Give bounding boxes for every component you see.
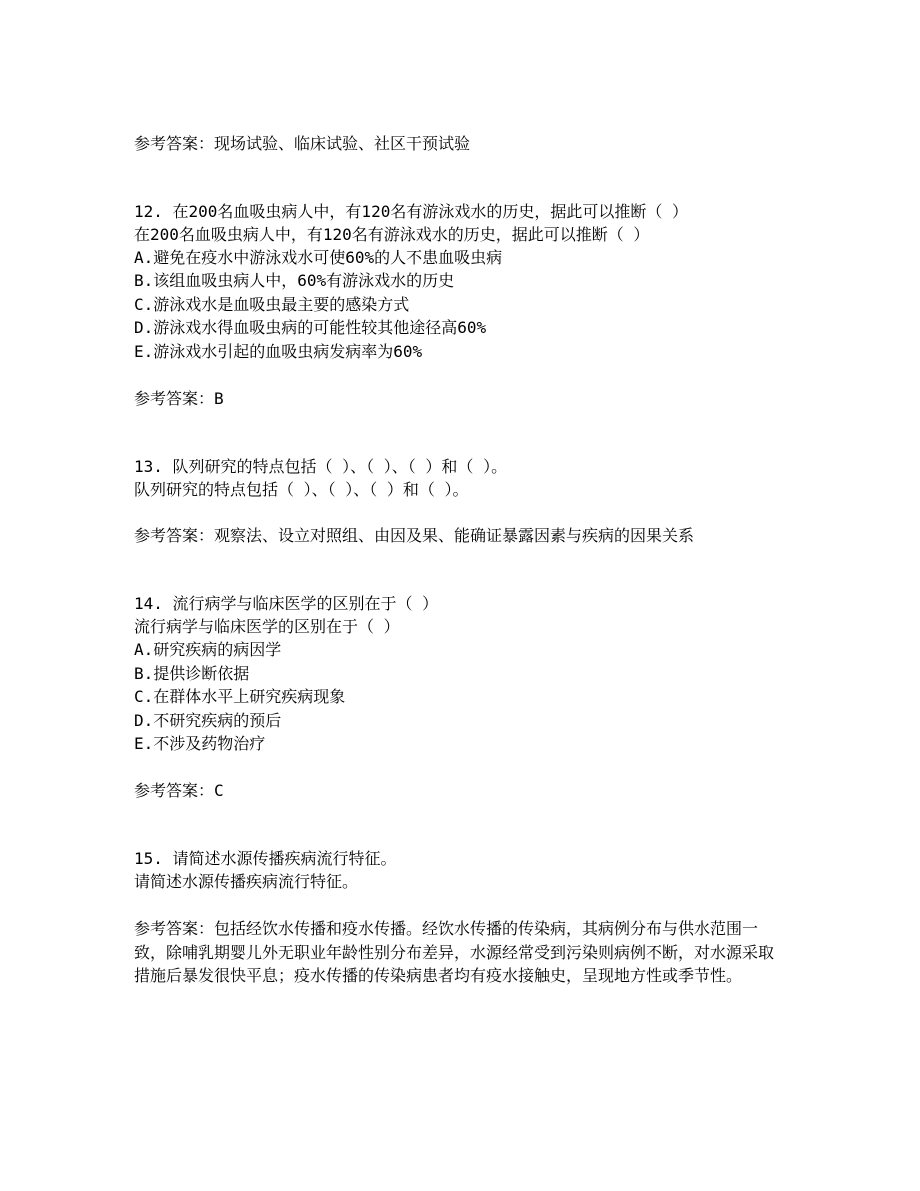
question-15-title: 15. 请简述水源传播疾病流行特征。 bbox=[134, 849, 397, 868]
question-14-stem: 流行病学与临床医学的区别在于（ ） bbox=[134, 617, 400, 636]
answer-15: 参考答案：包括经饮水传播和疫水传播。经饮水传播的传染病，其病例分布与供水范围一致，除哺乳期婴儿外无职业年龄性别分布差异，水源经常受到污染则病例不断，对水源采取措施后暴发很快平息；疫水传播的传染病患者均有疫水接触史，呈现地方性或季节性。 bbox=[134, 919, 775, 985]
answer-11: 参考答案：现场试验、临床试验、社区干预试验 bbox=[134, 134, 471, 153]
question-12-option-a: A.避免在疫水中游泳戏水可使60%的人不患血吸虫病 bbox=[134, 248, 503, 267]
question-14-option-a: A.研究疾病的病因学 bbox=[134, 640, 282, 659]
answer-12: 参考答案：B bbox=[134, 389, 224, 408]
question-14-option-b: B.提供诊断依据 bbox=[134, 664, 250, 683]
question-14-option-c: C.在群体水平上研究疾病现象 bbox=[134, 687, 346, 706]
question-14-option-e: E.不涉及药物治疗 bbox=[134, 734, 266, 753]
question-14-option-d: D.不研究疾病的预后 bbox=[134, 711, 282, 730]
question-12-option-e: E.游泳戏水引起的血吸虫病发病率为60% bbox=[134, 342, 423, 361]
question-12-stem: 在200名血吸虫病人中，有120名有游泳戏水的历史，据此可以推断（ ） bbox=[134, 225, 650, 244]
question-15-stem: 请简述水源传播疾病流行特征。 bbox=[134, 872, 359, 891]
question-13-title: 13. 队列研究的特点包括（ ）、（ ）、（ ）和（ ）。 bbox=[134, 457, 508, 476]
question-12-title: 12. 在200名血吸虫病人中，有120名有游泳戏水的历史，据此可以推断（ ） bbox=[134, 202, 688, 221]
answer-14: 参考答案：C bbox=[134, 781, 224, 800]
answer-13: 参考答案：观察法、设立对照组、由因及果、能确证暴露因素与疾病的因果关系 bbox=[134, 526, 695, 545]
question-12-option-b: B.该组血吸虫病人中，60%有游泳戏水的历史 bbox=[134, 271, 455, 290]
question-12-option-d: D.游泳戏水得血吸虫病的可能性较其他途径高60% bbox=[134, 318, 487, 337]
question-13-stem: 队列研究的特点包括（ ）、（ ）、（ ）和（ ）。 bbox=[134, 480, 469, 499]
question-14-title: 14. 流行病学与临床医学的区别在于（ ） bbox=[134, 594, 439, 613]
question-12-option-c: C.游泳戏水是血吸虫最主要的感染方式 bbox=[134, 295, 410, 314]
